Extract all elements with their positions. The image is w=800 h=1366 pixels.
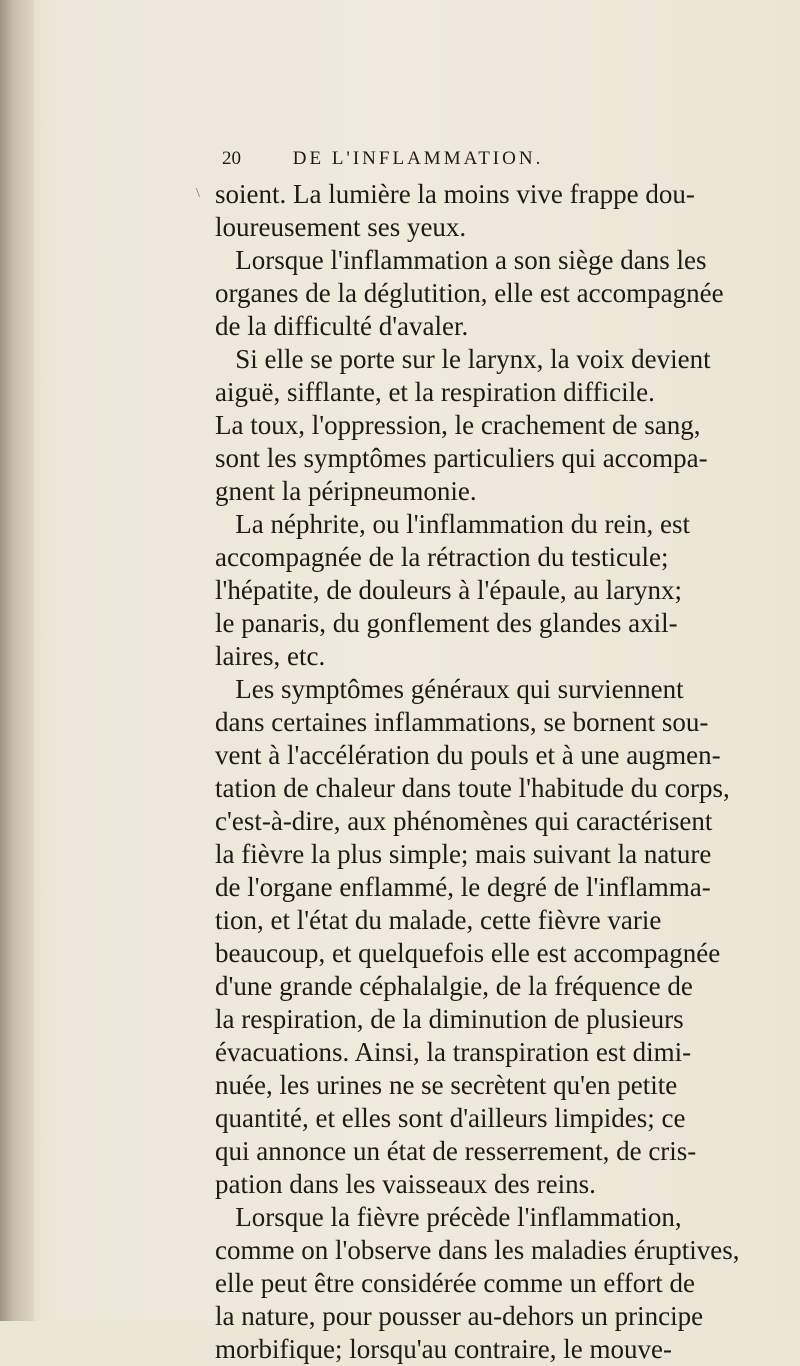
page-number: 20 <box>222 148 241 169</box>
text-line: loureusement ses yeux. <box>215 212 467 242</box>
text-line: gnent la péripneumonie. <box>215 476 477 506</box>
text-line: soient. La lumière la moins vive frappe dou- <box>215 179 695 209</box>
text-line: la fièvre la plus simple; mais suivant la nature <box>215 839 712 869</box>
text-line: la nature, pour pousser au-dehors un principe <box>215 1301 704 1331</box>
text-line: pation dans les vaisseaux des reins. <box>215 1169 596 1199</box>
text-line: la respiration, de la diminution de plusieurs <box>215 1004 684 1034</box>
page-gutter <box>0 0 34 1321</box>
text-line: comme on l'observe dans les maladies éruptives, <box>215 1235 740 1265</box>
text-line: l'hépatite, de douleurs à l'épaule, au larynx; <box>215 575 683 605</box>
text-line: Lorsque la fièvre précède l'inflammation, <box>215 1202 682 1232</box>
text-line: vent à l'accélération du pouls et à une augmen- <box>215 740 721 770</box>
text-line: morbifique; lorsqu'au contraire, le mouve- <box>215 1334 672 1364</box>
text-line: quantité, et elles sont d'ailleurs limpides; ce <box>215 1103 686 1133</box>
body-text <box>215 178 800 1366</box>
text-line: La toux, l'oppression, le crachement de sang, <box>215 410 701 440</box>
text-line: de la difficulté d'avaler. <box>215 311 469 341</box>
text-line: c'est-à-dire, aux phénomènes qui caractérisent <box>215 806 713 836</box>
text-line: laires, etc. <box>215 641 326 671</box>
text-line: beaucoup, et quelquefois elle est accompagnée <box>215 938 721 968</box>
running-title: DE L'INFLAMMATION. <box>292 148 544 169</box>
text-line: d'une grande céphalalgie, de la fréquence de <box>215 971 693 1001</box>
text-line: qui annonce un état de resserrement, de cris- <box>215 1136 697 1166</box>
text-line: La néphrite, ou l'inflammation du rein, est <box>215 509 690 539</box>
text-line: de l'organe enflammé, le degré de l'inflamma- <box>215 872 711 902</box>
text-line: Si elle se porte sur le larynx, la voix devient <box>215 344 711 374</box>
text-line: nuée, les urines ne se secrètent qu'en petite <box>215 1070 678 1100</box>
text-line: organes de la déglutition, elle est accompagnée <box>215 278 724 308</box>
text-line: Les symptômes généraux qui surviennent <box>215 674 684 704</box>
text-line: accompagnée de la rétraction du testicule; <box>215 542 669 572</box>
text-line: elle peut être considérée comme un effort de <box>215 1268 696 1298</box>
text-line: le panaris, du gonflement des glandes axil- <box>215 608 678 638</box>
text-line: sont les symptômes particuliers qui accompa- <box>215 443 708 473</box>
text-line: évacuations. Ainsi, la transpiration est dimi- <box>215 1037 692 1067</box>
running-header <box>222 148 742 174</box>
text-line: aiguë, sifflante, et la respiration difficile. <box>215 377 655 407</box>
text-line: dans certaines inflammations, se bornent sou- <box>215 707 709 737</box>
margin-mark: \ <box>196 186 200 201</box>
text-line: Lorsque l'inflammation a son siège dans les <box>215 245 707 275</box>
text-line: tion, et l'état du malade, cette fièvre varie <box>215 905 662 935</box>
text-line: tation de chaleur dans toute l'habitude du corps, <box>215 773 730 803</box>
